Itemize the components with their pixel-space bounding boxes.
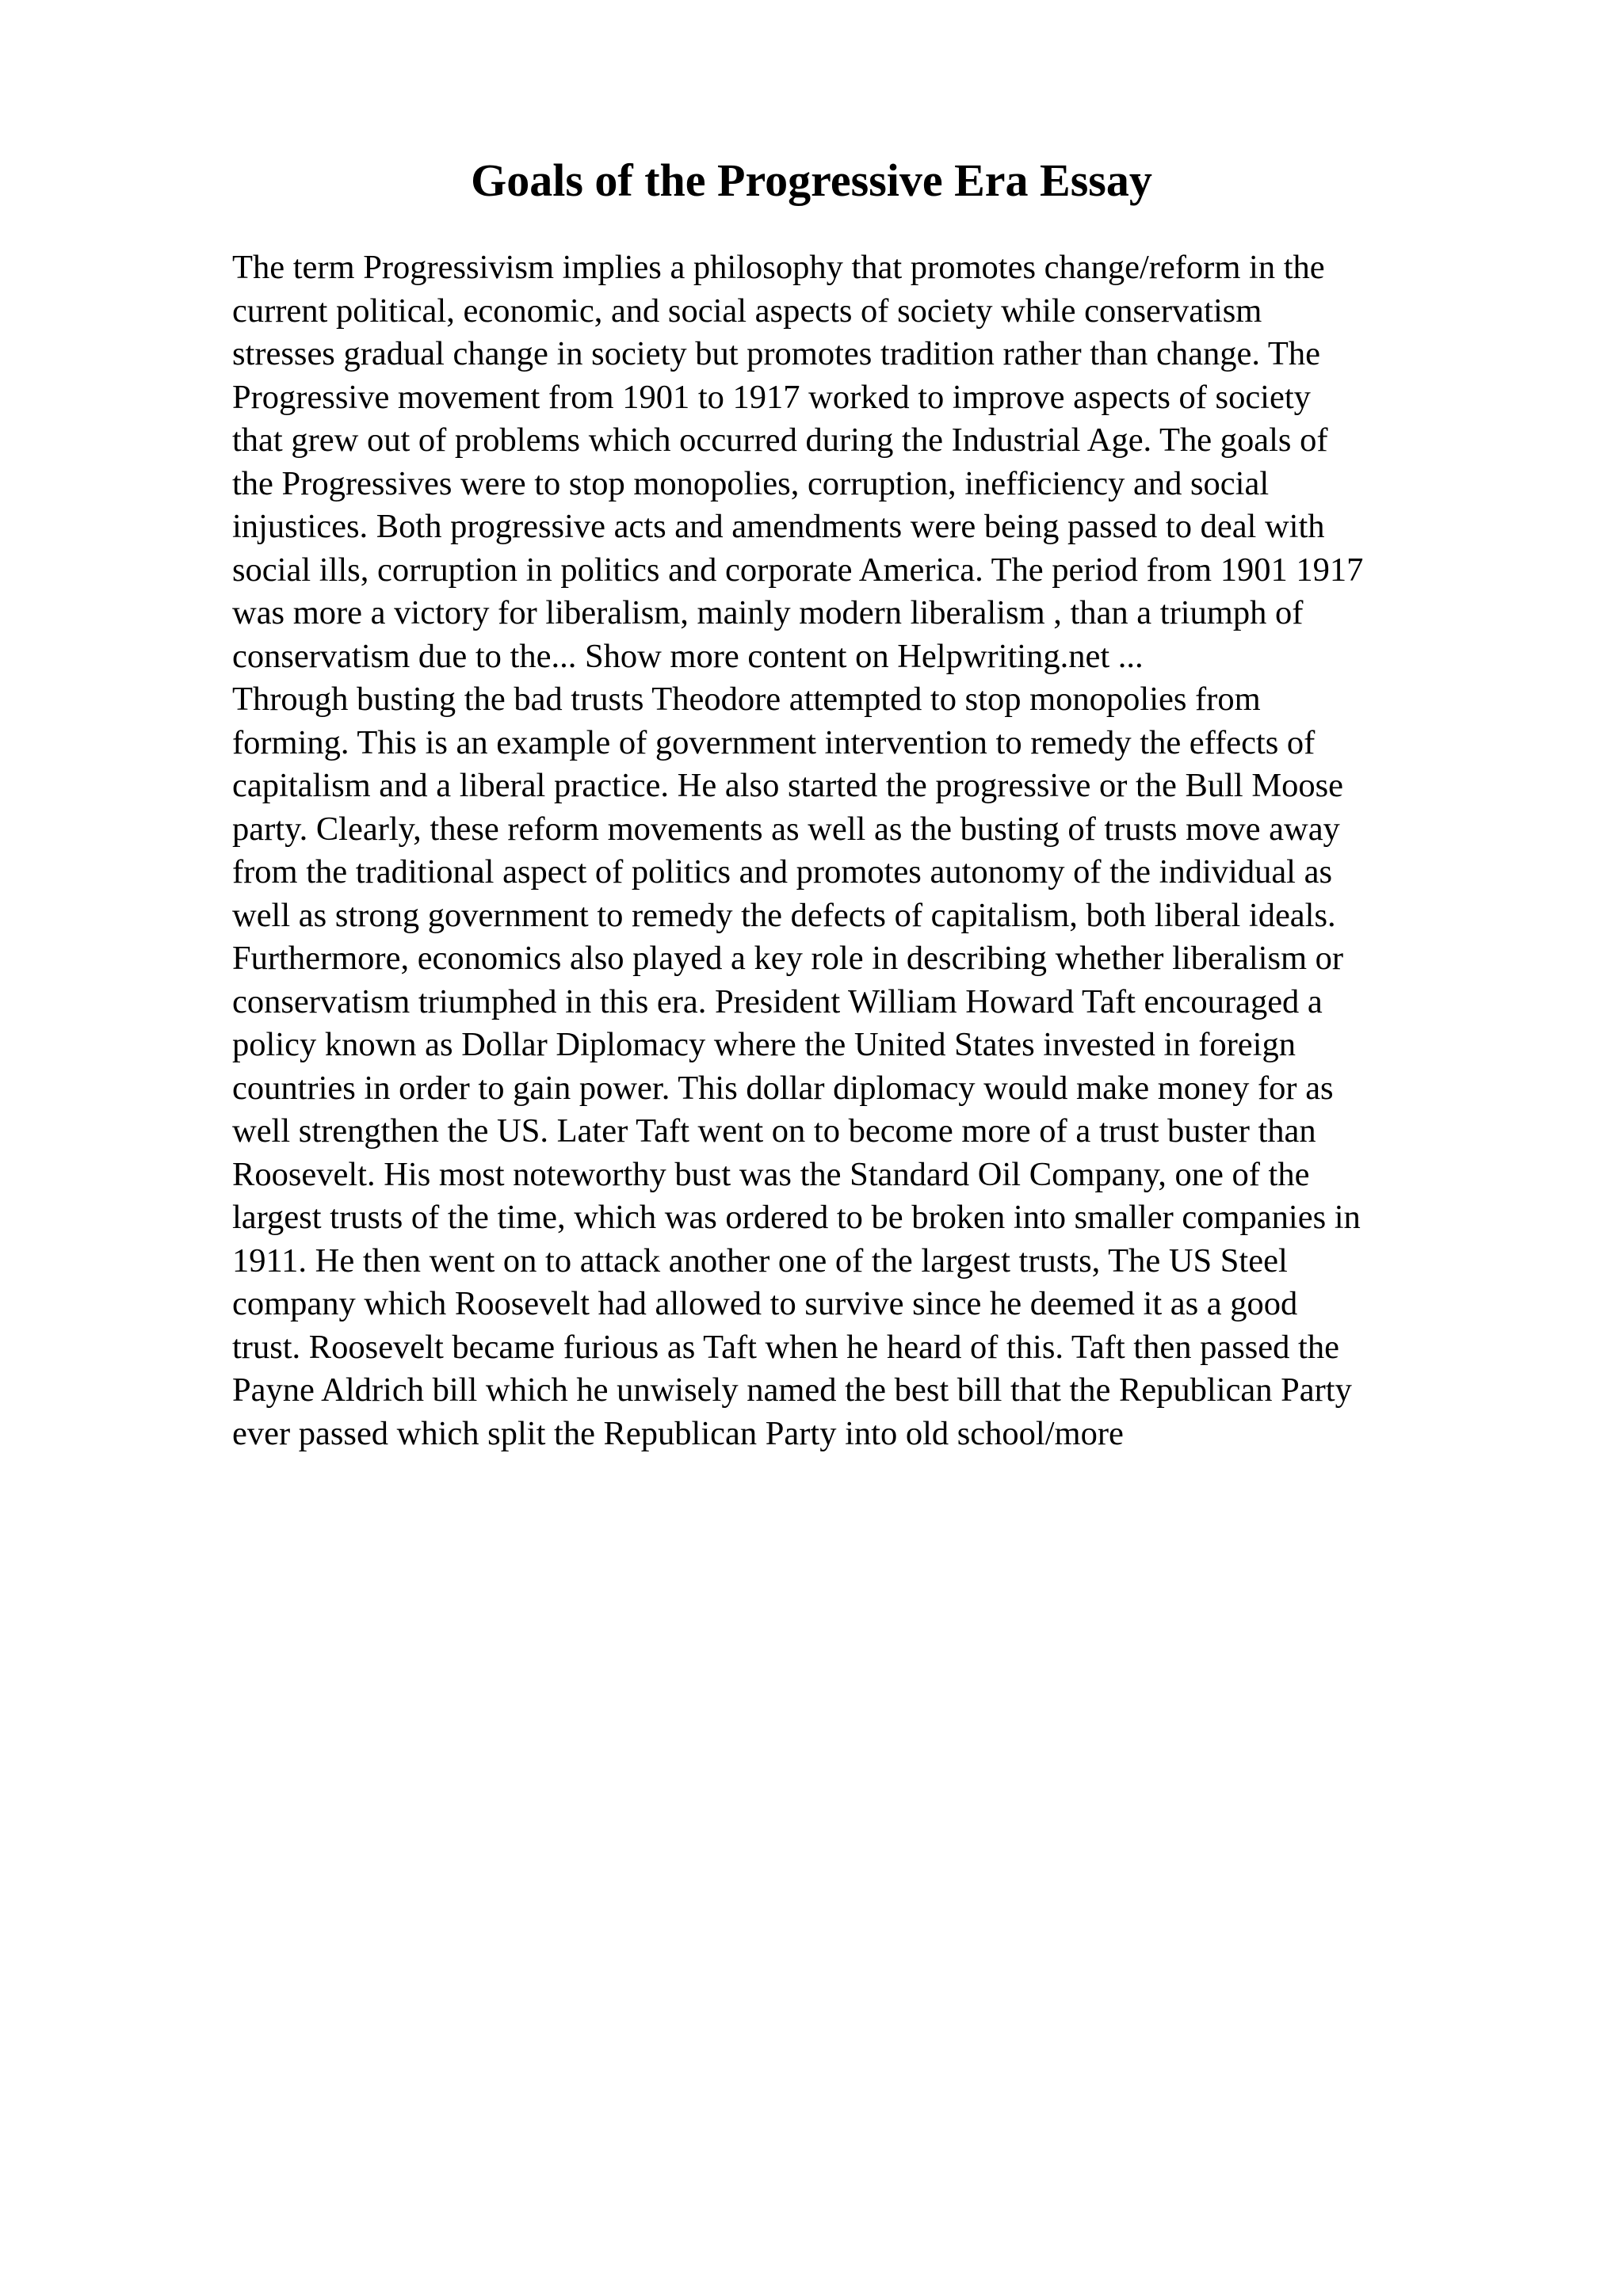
essay-line: countries in order to gain power. This dollar diplomacy would make money for as [232,1069,1334,1107]
essay-line: social ills, corruption in politics and corporate America. The period from 1901 1917 [232,551,1364,589]
essay-line: Payne Aldrich bill which he unwisely named the best bill that the Republican Party [232,1371,1352,1409]
essay-line: Progressive movement from 1901 to 1917 worked to improve aspects of society [232,378,1311,416]
essay-line: Furthermore, economics also played a key role in describing whether liberalism or [232,940,1344,977]
essay-line: ever passed which split the Republican Party into old school/more [232,1414,1124,1452]
essay-line: 1911. He then went on to attack another one of the largest trusts, The US Steel [232,1241,1288,1280]
essay-line: conservatism due to the... Show more content on Helpwriting.net ... [232,637,1144,675]
essay-line: company which Roosevelt had allowed to survive since he deemed it as a good [232,1285,1298,1322]
essay-line: that grew out of problems which occurred during the Industrial Age. The goals of [232,421,1328,459]
essay-line: from the traditional aspect of politics and promotes autonomy of the individual as [232,853,1333,891]
essay-line: was more a victory for liberalism, mainly modern liberalism , than a triumph of [232,594,1304,631]
essay-line: trust. Roosevelt became furious as Taft when he heard of this. Taft then passed the [232,1328,1339,1366]
essay-line: largest trusts of the time, which was ordered to be broken into smaller companies in [232,1199,1361,1236]
essay-line: The term Progressivism implies a philosophy that promotes change/reform in the [232,249,1325,286]
essay-line: policy known as Dollar Diplomacy where the United States invested in foreign [232,1026,1296,1063]
essay-line: the Progressives were to stop monopolies, corruption, inefficiency and social [232,464,1270,502]
essay-title: Goals of the Progressive Era Essay [471,154,1152,206]
essay-line: capitalism and a liberal practice. He also started the progressive or the Bull Moose [232,767,1344,804]
essay-line: forming. This is an example of government intervention to remedy the effects of [232,723,1316,761]
essay-line: party. Clearly, these reform movements as well as the busting of trusts move away [232,810,1340,848]
essay-line: stresses gradual change in society but promotes tradition rather than change. The [232,335,1320,372]
essay-line: Through busting the bad trusts Theodore attempted to stop monopolies from [232,681,1261,718]
essay-line: conservatism triumphed in this era. President William Howard Taft encouraged a [232,982,1323,1020]
essay-body [232,246,1484,1455]
essay-line: well strengthen the US. Later Taft went on to become more of a trust buster than [232,1112,1316,1150]
essay-line: current political, economic, and social aspects of society while conservatism [232,292,1262,330]
essay-line: well as strong government to remedy the defects of capitalism, both liberal ideals. [232,896,1336,934]
essay-line: Roosevelt. His most noteworthy bust was the Standard Oil Company, one of the [232,1155,1310,1193]
essay-line: injustices. Both progressive acts and amendments were being passed to deal with [232,508,1325,545]
